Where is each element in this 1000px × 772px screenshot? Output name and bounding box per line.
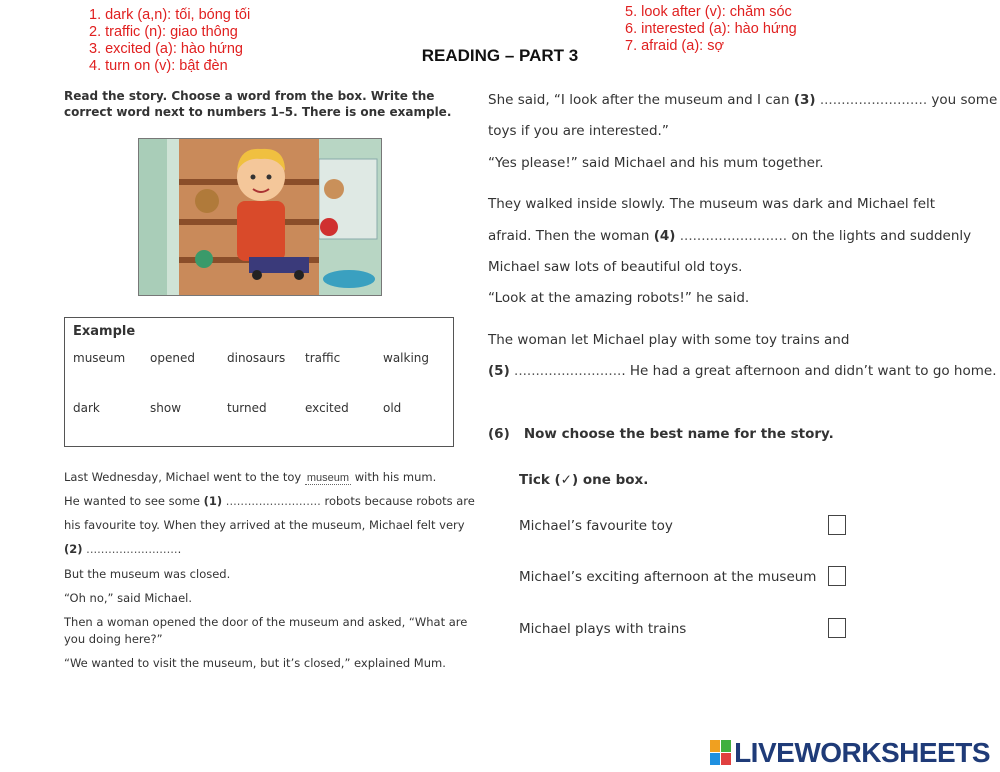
story-line-r1: [488, 92, 997, 108]
story-text: with his mum.: [351, 470, 437, 484]
blank-number: (2): [64, 542, 83, 556]
logo-text: LIVEWORKSHEETS: [734, 737, 990, 768]
option-label-1: Michael’s favourite toy: [519, 518, 673, 534]
story-line-7: Then a woman opened the door of the museum and asked, “What are: [64, 615, 468, 629]
liveworksheets-logo: [710, 737, 990, 769]
story-text: . He had a great afternoon and didn’t want to go home.: [621, 363, 997, 379]
story-line-6: “Oh no,” said Michael.: [64, 591, 193, 605]
story-line-8: you doing here?”: [64, 632, 163, 646]
story-line-r3: “Yes please!” said Michael and his mum together.: [488, 155, 824, 171]
story-text: robots because robots are: [320, 494, 475, 508]
boy-with-toys-illustration: [139, 139, 381, 295]
word-box-heading: Example: [73, 324, 136, 339]
story-line-5: But the museum was closed.: [64, 567, 231, 581]
instructions: Read the story. Choose a word from the box. Write the correct word next to numbers 1–5. There is one example.: [64, 89, 452, 119]
story-text: you some: [927, 92, 998, 108]
word-option: museum: [73, 351, 126, 365]
vocab-item: 3. excited (a): hào hứng: [89, 41, 243, 57]
story-line-2: [64, 494, 475, 508]
story-illustration: [138, 138, 382, 296]
option-label-2: Michael’s exciting afternoon at the museum: [519, 569, 817, 585]
vocab-item: 1. dark (a,n): tối, bóng tối: [89, 7, 251, 23]
blank-number: (3): [793, 92, 816, 108]
vocab-item: 7. afraid (a): sợ: [625, 38, 724, 54]
vocab-item: 4. turn on (v): bật đèn: [89, 58, 228, 74]
story-line-r9: [488, 363, 997, 379]
story-text: .: [177, 542, 182, 556]
story-line-r4: They walked inside slowly. The museum was dark and Michael felt: [488, 196, 936, 212]
story-line-r8: The woman let Michael play with some toy trains and: [488, 332, 850, 348]
tick-box-3[interactable]: [828, 618, 846, 638]
tick-box-1[interactable]: [828, 515, 846, 535]
answer-blank-2[interactable]: .........................: [82, 542, 178, 556]
story-line-9: “We wanted to visit the museum, but it’s closed,” explained Mum.: [64, 656, 446, 670]
story-line-4: [64, 542, 181, 556]
blank-number: (5): [488, 363, 510, 379]
story-line-r2: toys if you are interested.”: [488, 123, 669, 139]
blank-number: (4): [653, 228, 676, 244]
story-text: She said, “I look after the museum and I can: [488, 92, 794, 108]
vocab-item: 5. look after (v): chăm sóc: [625, 4, 792, 20]
answer-blank-1[interactable]: ..........................: [222, 494, 321, 508]
word-box: [64, 317, 454, 447]
story-line-r5: [488, 228, 971, 244]
page-title: READING – PART 3: [421, 46, 579, 65]
story-text: Last Wednesday, Michael went to the toy: [64, 470, 305, 484]
story-line-1: [64, 470, 436, 485]
story-text: He wanted to see some: [64, 494, 204, 508]
word-option: opened: [150, 351, 195, 365]
answer-blank-3[interactable]: .........................: [815, 92, 928, 108]
word-option: show: [150, 401, 182, 415]
story-text: on the lights and suddenly: [787, 228, 972, 244]
answer-blank-4[interactable]: .........................: [675, 228, 788, 244]
story-line-3: his favourite toy. When they arrived at the museum, Michael felt very: [64, 518, 465, 532]
blank-number: (1): [203, 494, 223, 508]
word-option: traffic: [305, 351, 341, 365]
word-option: dinosaurs: [227, 351, 286, 365]
word-option: dark: [73, 401, 100, 415]
logo-icon: [710, 740, 732, 766]
word-option: excited: [305, 401, 349, 415]
vocab-item: 6. interested (a): hào hứng: [625, 21, 797, 37]
word-option: turned: [227, 401, 267, 415]
word-option: walking: [383, 351, 430, 365]
vocab-item: 2. traffic (n): giao thông: [89, 24, 238, 40]
question-text: Now choose the best name for the story.: [523, 426, 834, 442]
question-number: (6): [488, 426, 510, 442]
option-label-3: Michael plays with trains: [519, 621, 687, 637]
word-option: old: [383, 401, 402, 415]
answer-blank-5[interactable]: .........................: [509, 363, 622, 379]
story-line-r7: “Look at the amazing robots!” he said.: [488, 290, 750, 306]
tick-box-2[interactable]: [828, 566, 846, 586]
story-line-r6: Michael saw lots of beautiful old toys.: [488, 259, 743, 275]
tick-instruction: Tick (✓) one box.: [519, 472, 649, 488]
example-answer: museum: [306, 472, 350, 484]
story-text: afraid. Then the woman: [488, 228, 654, 244]
question-6-heading: [488, 426, 834, 442]
